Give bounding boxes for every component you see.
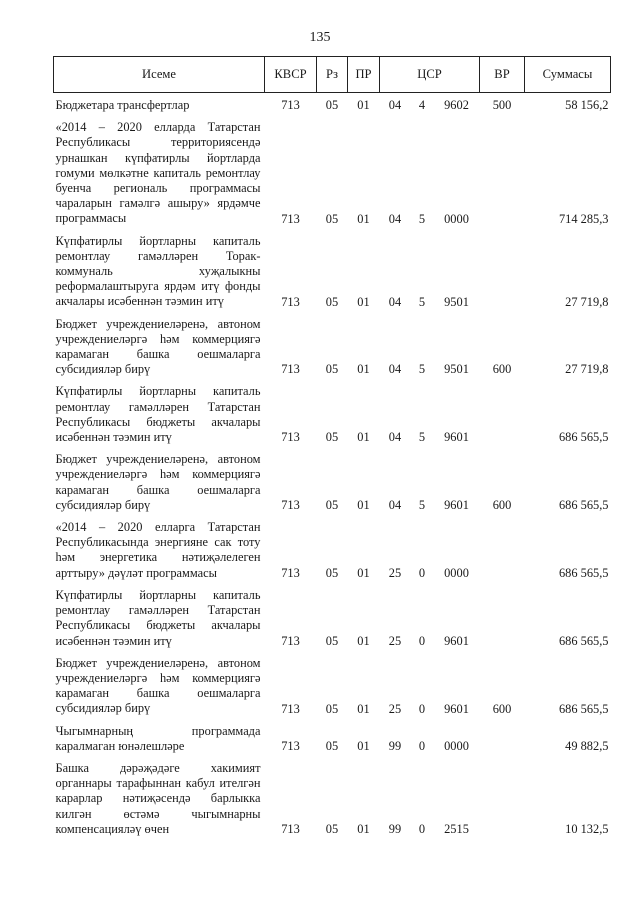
header-csr: ЦСР bbox=[380, 57, 480, 93]
cell-vr bbox=[480, 723, 525, 760]
cell-sum: 686 565,5 bbox=[558, 498, 609, 513]
cell-kvsr: 713 bbox=[281, 294, 300, 309]
cell-pr: 01 bbox=[357, 821, 370, 836]
cell-csr-program: 04 bbox=[388, 498, 402, 513]
header-rz: Рз bbox=[317, 57, 348, 93]
cell-csr-program: 99 bbox=[388, 738, 402, 753]
cell-pr: 01 bbox=[357, 211, 370, 226]
cell-rz: 05 bbox=[325, 701, 339, 716]
cell-rz: 05 bbox=[325, 738, 339, 753]
cell-name: Чыгымнарның программада каралмаган юнәлешләре bbox=[55, 723, 261, 753]
cell-kvsr: 713 bbox=[281, 498, 300, 513]
page-number: 135 bbox=[309, 30, 331, 45]
cell-kvsr: 713 bbox=[281, 738, 300, 753]
cell-vr: 600 bbox=[492, 498, 512, 513]
cell-vr: 600 bbox=[492, 701, 512, 716]
cell-rz: 05 bbox=[325, 821, 339, 836]
cell-name: «2014 – 2020 елларда Татарстан Республикасы территориясендә урнашкан күпфатирлы йортларда гомуми мөлкәтне капиталь ремонтлау буенча региональ программасы чараларын гамәлгә ашыру» ярдәмче программасы bbox=[55, 120, 261, 226]
cell-rz: 05 bbox=[325, 211, 339, 226]
cell-csr-subprogram: 5 bbox=[418, 211, 426, 226]
cell-vr bbox=[480, 519, 525, 587]
table-row bbox=[54, 760, 611, 843]
cell-rz: 05 bbox=[325, 565, 339, 580]
cell-csr-subprogram: 4 bbox=[418, 98, 426, 113]
cell-rz: 05 bbox=[325, 362, 339, 377]
header-sum: Суммасы bbox=[525, 57, 611, 93]
table-row bbox=[54, 723, 611, 760]
cell-rz: 05 bbox=[325, 430, 339, 445]
cell-name: Күпфатирлы йортларны капиталь ремонтлау гамәлләрен Торак-коммуналь хуҗалыкны реформалаштыруга ярдәм итү фонды акчалары исәбеннән тәэмин итү bbox=[55, 233, 261, 309]
cell-vr: 600 bbox=[492, 362, 512, 377]
table-row bbox=[54, 316, 611, 384]
cell-rz: 05 bbox=[325, 498, 339, 513]
cell-vr: 500 bbox=[492, 98, 512, 113]
cell-vr bbox=[480, 119, 525, 232]
cell-csr-program: 99 bbox=[388, 821, 402, 836]
cell-csr-subprogram: 5 bbox=[418, 294, 426, 309]
cell-pr: 01 bbox=[357, 701, 370, 716]
cell-pr: 01 bbox=[357, 633, 370, 648]
cell-name: Бюджет учреждениеләренә, автоном учреждениеләргә һәм коммерциягә карамаган башка оешмаларга субсидияләр бирү bbox=[55, 452, 261, 512]
cell-csr-direction: 0000 bbox=[444, 565, 469, 580]
cell-rz: 05 bbox=[325, 98, 339, 113]
header-kvsr: КВСР bbox=[265, 57, 317, 93]
cell-vr bbox=[480, 587, 525, 655]
cell-kvsr: 713 bbox=[281, 362, 300, 377]
cell-csr-direction: 9601 bbox=[444, 633, 469, 648]
table-row bbox=[54, 655, 611, 723]
cell-sum: 686 565,5 bbox=[558, 701, 609, 716]
cell-csr-direction: 0000 bbox=[444, 211, 469, 226]
cell-sum: 686 565,5 bbox=[558, 565, 609, 580]
cell-pr: 01 bbox=[357, 738, 370, 753]
cell-name: Күпфатирлы йортларны капиталь ремонтлау гамәлләрен Татарстан Республикасы бюджеты акчалары исәбеннән тәэмин итү bbox=[55, 587, 261, 648]
table-row bbox=[54, 233, 611, 316]
cell-csr-direction: 9501 bbox=[444, 362, 469, 377]
table-row bbox=[54, 383, 611, 451]
cell-sum: 49 882,5 bbox=[565, 738, 609, 753]
cell-kvsr: 713 bbox=[281, 565, 300, 580]
cell-csr-direction: 9601 bbox=[444, 498, 469, 513]
cell-csr-program: 25 bbox=[388, 701, 402, 716]
cell-csr-subprogram: 0 bbox=[418, 738, 426, 753]
cell-pr: 01 bbox=[357, 498, 370, 513]
cell-csr-program: 25 bbox=[388, 565, 402, 580]
cell-sum: 714 285,3 bbox=[558, 211, 609, 226]
cell-name: Башка дәрәҗәдәге хакимият органнары тарафыннан кабул ителгән карарлар нәтиҗәсендә барлыкка килгән өстәмә чыгымнарны компенсацияләү өчен bbox=[55, 760, 261, 836]
cell-pr: 01 bbox=[357, 565, 370, 580]
budget-table bbox=[53, 56, 611, 843]
cell-sum: 686 565,5 bbox=[558, 430, 609, 445]
cell-pr: 01 bbox=[357, 362, 370, 377]
header-pr: ПР bbox=[348, 57, 380, 93]
cell-name: Күпфатирлы йортларны капиталь ремонтлау гамәлләрен Татарстан Республикасы бюджеты акчалары исәбеннән тәэмин итү bbox=[55, 384, 261, 445]
table-row bbox=[54, 519, 611, 587]
cell-kvsr: 713 bbox=[281, 701, 300, 716]
cell-kvsr: 713 bbox=[281, 430, 300, 445]
cell-sum: 27 719,8 bbox=[565, 294, 609, 309]
cell-kvsr: 713 bbox=[281, 633, 300, 648]
cell-csr-subprogram: 0 bbox=[418, 701, 426, 716]
cell-vr bbox=[480, 760, 525, 843]
cell-vr bbox=[480, 233, 525, 316]
cell-csr-subprogram: 0 bbox=[418, 565, 426, 580]
cell-csr-subprogram: 5 bbox=[418, 430, 426, 445]
cell-kvsr: 713 bbox=[281, 211, 300, 226]
cell-csr-direction: 9602 bbox=[444, 98, 469, 113]
cell-kvsr: 713 bbox=[281, 98, 300, 113]
cell-csr-program: 25 bbox=[388, 633, 402, 648]
cell-kvsr: 713 bbox=[281, 821, 300, 836]
table-body bbox=[54, 93, 611, 843]
cell-csr-direction: 2515 bbox=[444, 821, 469, 836]
cell-sum: 58 156,2 bbox=[565, 98, 609, 113]
cell-csr-subprogram: 5 bbox=[418, 498, 426, 513]
header-name: Исеме bbox=[54, 57, 265, 93]
cell-name: Бюджетара трансфертлар bbox=[55, 98, 190, 112]
cell-sum: 686 565,5 bbox=[558, 633, 609, 648]
cell-csr-subprogram: 0 bbox=[418, 633, 426, 648]
cell-pr: 01 bbox=[357, 98, 370, 113]
cell-sum: 10 132,5 bbox=[565, 821, 609, 836]
cell-pr: 01 bbox=[357, 294, 370, 309]
cell-csr-program: 04 bbox=[388, 362, 402, 377]
cell-rz: 05 bbox=[325, 633, 339, 648]
cell-csr-program: 04 bbox=[388, 294, 402, 309]
cell-name: Бюджет учреждениеләренә, автоном учреждениеләргә һәм коммерциягә карамаган башка оешмаларга субсидияләр бирү bbox=[55, 316, 261, 377]
header-vr: ВР bbox=[480, 57, 525, 93]
cell-pr: 01 bbox=[357, 430, 370, 445]
table-header-row bbox=[54, 57, 611, 93]
table-row bbox=[54, 451, 611, 519]
cell-csr-direction: 9601 bbox=[444, 701, 469, 716]
cell-csr-program: 04 bbox=[388, 98, 402, 113]
cell-csr-subprogram: 0 bbox=[418, 821, 426, 836]
table-row bbox=[54, 587, 611, 655]
cell-name: Бюджет учреждениеләренә, автоном учреждениеләргә һәм коммерциягә карамаган башка оешмаларга субсидияләр бирү bbox=[55, 655, 261, 716]
cell-vr bbox=[480, 383, 525, 451]
cell-rz: 05 bbox=[325, 294, 339, 309]
cell-csr-program: 04 bbox=[388, 430, 402, 445]
cell-csr-direction: 9601 bbox=[444, 430, 469, 445]
cell-sum: 27 719,8 bbox=[565, 362, 609, 377]
table-row bbox=[54, 119, 611, 232]
cell-name: «2014 – 2020 елларга Татарстан Республикасында энергияне сак тоту һәм энергетика нәтиҗәлелеген арттыру» дәүләт программасы bbox=[55, 520, 261, 580]
cell-csr-subprogram: 5 bbox=[418, 362, 426, 377]
cell-csr-direction: 9501 bbox=[444, 294, 469, 309]
cell-csr-program: 04 bbox=[388, 211, 402, 226]
cell-csr-direction: 0000 bbox=[444, 738, 469, 753]
table-row bbox=[54, 97, 611, 119]
